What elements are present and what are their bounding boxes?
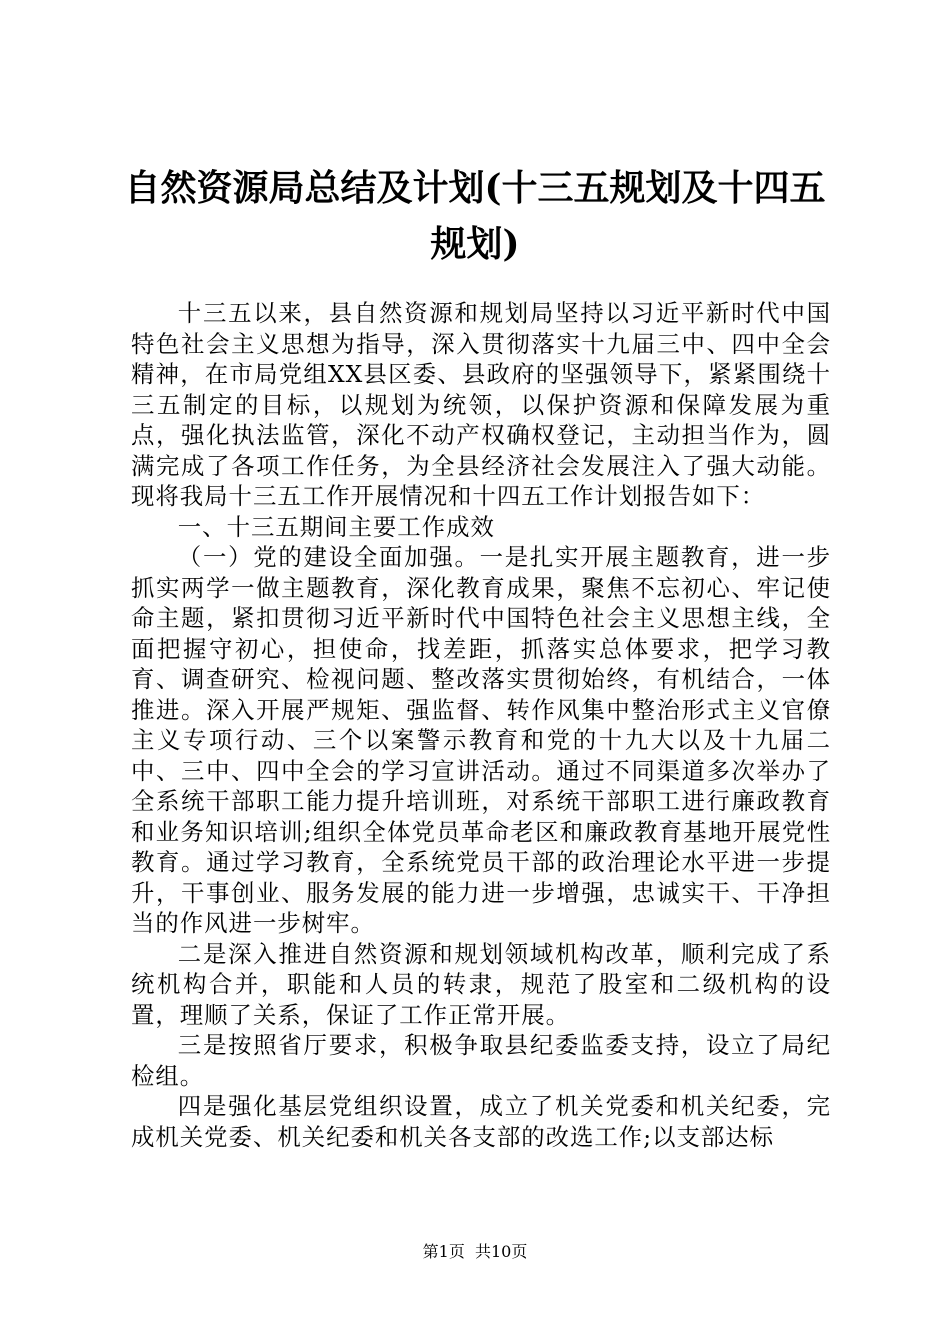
intro-paragraph: 十三五以来，县自然资源和规划局坚持以习近平新时代中国特色社会主义思想为指导，深入贯彻落实十九届三中、四中全会精神，在市局党组XX县区委、县政府的坚强领导下，紧紧围绕十三五制定的目标，以规划为统领，以保护资源和保障发展为重点，强化执法监管，深化不动产权确权登记，主动担当作为，圆满完成了各项工作任务，为全县经济社会发展注入了强大动能。现将我局十三五工作开展情况和十四五工作计划报告如下： xyxy=(131,299,831,510)
page-footer xyxy=(0,1241,950,1263)
title-line-1: 自然资源局总结及计划(十三五规划及十四五 xyxy=(124,167,826,209)
grassroots-paragraph: 四是强化基层党组织设置，成立了机关党委和机关纪委，完成机关党委、机关纪委和机关各支部的改选工作;以支部达标 xyxy=(131,1092,831,1151)
page-number: 第1页 共10页 xyxy=(422,1242,528,1261)
document-title xyxy=(120,160,830,272)
document-body xyxy=(131,298,831,1152)
discipline-paragraph: 三是按照省厅要求，积极争取县纪委监委支持，设立了局纪检组。 xyxy=(131,1031,831,1090)
party-building-paragraph: （一）党的建设全面加强。一是扎实开展主题教育，进一步抓实两学一做主题教育，深化教育成果，聚焦不忘初心、牢记使命主题，紧扣贯彻习近平新时代中国特色社会主义思想主线，全面把握守初心，担使命，找差距，抓落实总体要求，把学习教育、调查研究、检视问题、整改落实贯彻始终，有机结合，一体推进。深入开展严规矩、强监督、转作风集中整治形式主义官僚主义专项行动、三个以案警示教育和党的十九大以及十九届二中、三中、四中全会的学习宣讲活动。通过不同渠道多次举办了全系统干部职工能力提升培训班，对系统干部职工进行廉政教育和业务知识培训;组织全体党员革命老区和廉政教育基地开展党性教育。通过学习教育，全系统党员干部的政治理论水平进一步提升，干事创业、服务发展的能力进一步增强，忠诚实干、干净担当的作风进一步树牢。 xyxy=(131,543,831,937)
section-heading: 一、十三五期间主要工作成效 xyxy=(177,512,495,541)
title-line-2: 规划) xyxy=(430,223,520,265)
reform-paragraph: 二是深入推进自然资源和规划领域机构改革，顺利完成了系统机构合并，职能和人员的转隶，规范了股室和二级机构的设置，理顺了关系，保证了工作正常开展。 xyxy=(131,939,831,1029)
